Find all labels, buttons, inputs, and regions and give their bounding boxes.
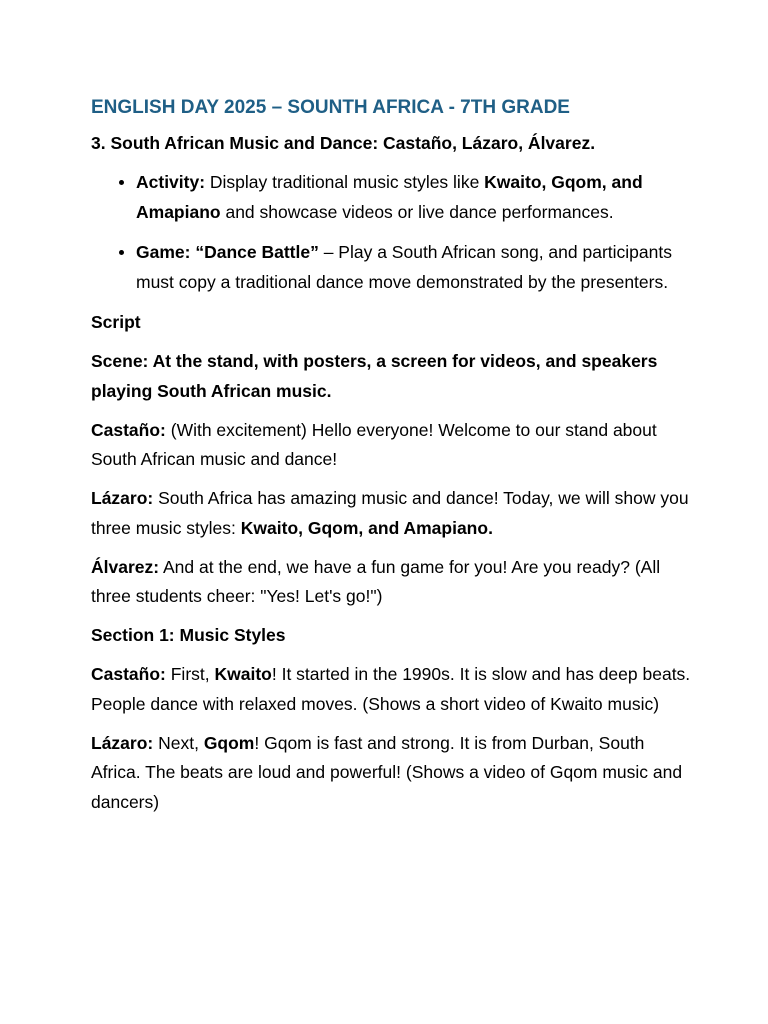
script-line <box>91 484 691 543</box>
section-heading: 3. South African Music and Dance: Castaño, Lázaro, Álvarez. <box>91 133 596 153</box>
bullet-label: Activity: <box>136 172 206 192</box>
list-item-activity <box>136 168 691 227</box>
script-heading: Script <box>91 312 141 332</box>
section1-heading: Section 1: Music Styles <box>91 625 286 645</box>
line-text: South Africa has amazing music and dance! Today, we will show you three music styles: <box>91 488 689 538</box>
bullet-text: Display traditional music styles like <box>205 172 485 192</box>
bullet-text: – Play a South African song, and participants must copy a traditional dance move demonstrated by the presenters. <box>136 242 672 292</box>
script-line <box>91 416 691 475</box>
bullet-text: and showcase videos or live dance performances. <box>220 201 614 222</box>
line-text: (With excitement) Hello everyone! Welcome to our stand about South African music and dance! <box>91 419 657 469</box>
line-text: And at the end, we have a fun game for you! Are you ready? (All three students cheer: "Yes! Let's go!") <box>91 556 661 606</box>
script-line <box>91 660 691 719</box>
script-line <box>91 729 691 818</box>
line-text: First, <box>165 664 215 684</box>
speaker-name: Lázaro: <box>91 732 154 753</box>
script-line <box>91 553 691 612</box>
list-item-game <box>136 238 691 297</box>
line-bold-text: Kwaito <box>214 664 272 684</box>
line-text: ! Gqom is fast and strong. It is from Durban, South Africa. The beats are loud and powerful! (Shows a video of Gqom music and dancers) <box>91 732 683 812</box>
bullet-bold-text: Kwaito, Gqom, and Amapiano <box>136 172 643 222</box>
line-text: Next, <box>153 732 204 753</box>
activity-list <box>91 168 691 297</box>
bullet-label: Game: “Dance Battle” <box>136 242 319 262</box>
speaker-name: Lázaro: <box>91 488 154 508</box>
speaker-name: Álvarez: <box>91 556 160 577</box>
line-text: ! It started in the 1990s. It is slow and has deep beats. People dance with relaxed moves. (Shows a short video of Kwaito music) <box>91 664 691 714</box>
line-bold-text: Kwaito, Gqom, and Amapiano. <box>240 517 493 538</box>
scene-description: Scene: At the stand, with posters, a screen for videos, and speakers playing South African music. <box>91 351 658 401</box>
speaker-name: Castaño: <box>91 419 166 440</box>
document-title: ENGLISH DAY 2025 – SOUNTH AFRICA - 7TH GRADE <box>91 97 570 118</box>
speaker-name: Castaño: <box>91 664 166 684</box>
line-bold-text: Gqom <box>203 732 255 753</box>
document-page <box>91 94 691 827</box>
